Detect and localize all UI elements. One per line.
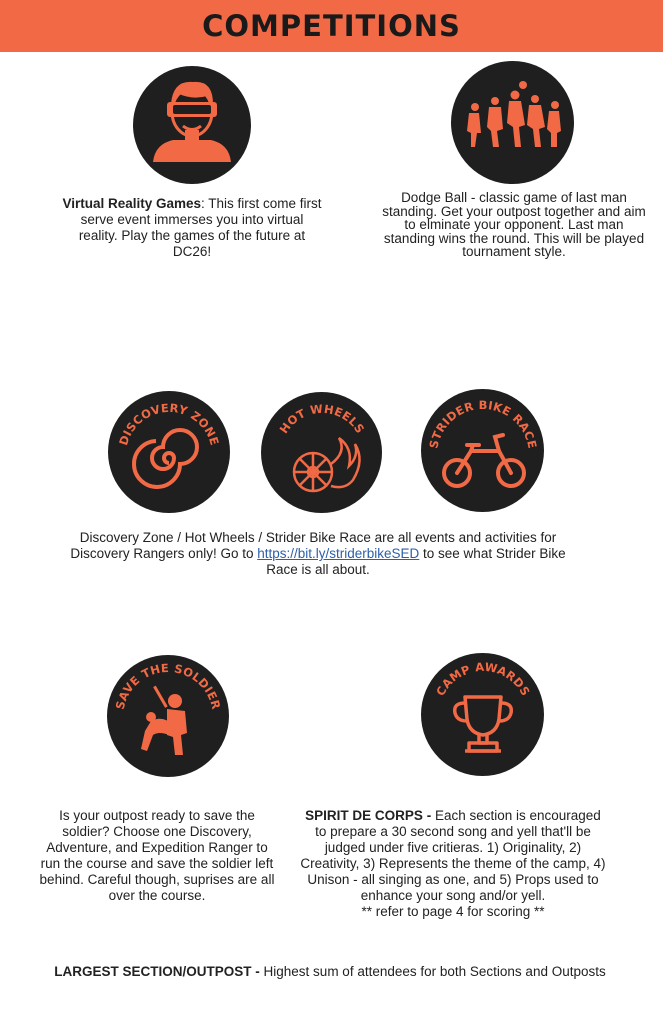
camp-awards-label: CAMP AWARDS: [433, 659, 533, 699]
discovery-zone-swirl-icon: [108, 391, 230, 513]
spirit-de-corps-text: Each section is encouraged to prepare a 30 second song and yell that'll be judged under five critieras. 1) Originality, 2) Creativity, 3) Represents the theme of the camp, 4) Unison - all singing as one, and 5) Props used to enhance your song and/or yell.: [300, 808, 606, 903]
save-the-soldier-badge: [107, 655, 229, 777]
soldier-description: Is your outpost ready to save the soldier? Choose one Discovery, Adventure, and Expedition Ranger to run the course and save the soldier left behind. Careful though, suprises are all over the course.: [39, 808, 275, 903]
hot-wheels-label: HOT WHEELS: [276, 401, 368, 437]
trophy-icon: [421, 653, 544, 776]
soldier-carry-icon: [107, 655, 229, 777]
dodgeball-players-icon: [451, 61, 574, 184]
scoring-note: ** refer to page 4 for scoring **: [361, 904, 545, 919]
largest-section-text: Highest sum of attendees for both Sections and Outposts: [263, 964, 606, 979]
hot-wheels-flaming-wheel-icon: [261, 392, 382, 513]
strider-bike-race-badge: [421, 389, 544, 512]
vr-headset-person-icon: [133, 66, 251, 184]
vr-badge: [133, 66, 251, 184]
discovery-text-before: Discovery Zone / Hot Wheels / Strider Bike Race are all events and activities for Discovery Rangers only! Go to: [70, 530, 557, 561]
largest-section-title: LARGEST SECTION/OUTPOST -: [54, 964, 264, 979]
discovery-text-after: to see what Strider Bike Race is all about.: [266, 546, 566, 577]
vr-text: : This first come first serve event immerses you into virtual reality. Play the games of the future at DC26!: [78, 196, 322, 259]
largest-section-description: [40, 964, 620, 980]
discovery-description: [58, 530, 578, 578]
dodgeball-description: Dodge Ball - classic game of last man standing. Get your outpost together and aim to elminate your opponent. Last man standing wins the round. This will be played tournament style.: [382, 190, 646, 259]
page-header: [0, 0, 663, 52]
discovery-zone-badge: [108, 391, 230, 513]
save-the-soldier-label: SAVE THE SOLDIER: [112, 660, 224, 711]
strider-bike-race-label: STRIDER BIKE RACE: [426, 397, 540, 450]
page-title: COMPETITIONS: [202, 9, 461, 43]
discovery-zone-label: DISCOVERY ZONE: [116, 400, 222, 448]
hot-wheels-badge: [261, 392, 382, 513]
strider-bike-link[interactable]: https://bit.ly/striderbikeSED: [257, 546, 420, 561]
dodgeball-badge: [451, 61, 574, 184]
vr-title: Virtual Reality Games: [62, 196, 202, 211]
spirit-de-corps-description: [300, 808, 606, 920]
camp-awards-badge: [421, 653, 544, 776]
balance-bike-icon: [421, 389, 544, 512]
spirit-de-corps-title: SPIRIT DE CORPS -: [305, 808, 435, 823]
vr-description: [62, 196, 322, 260]
